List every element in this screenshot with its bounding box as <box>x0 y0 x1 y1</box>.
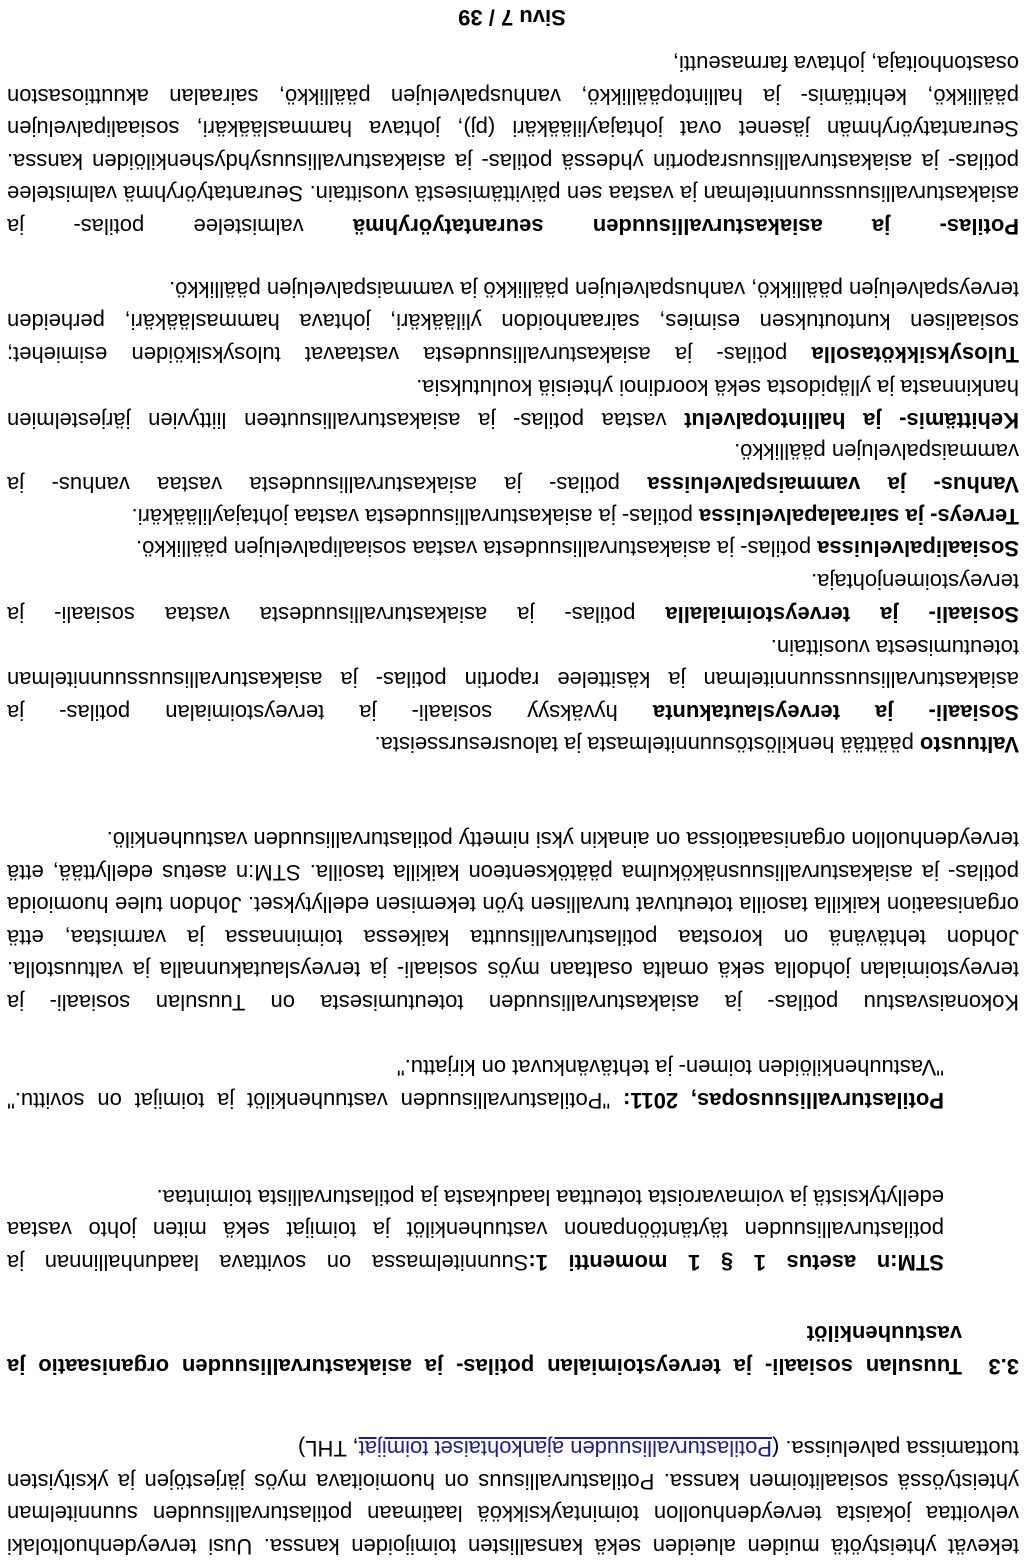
responsible-body: Sosiaali- ja terveystoimialalla <box>665 602 1019 627</box>
responsible-body: Potilas- ja asiakasturvallisuuden seurantatyöryhmä <box>352 214 1019 239</box>
responsible-body: Vanhus- ja vammaispalveluissa <box>647 472 1019 497</box>
regulation-text: Suunnitelmassa on sovittava laadunhallinnan ja potilasturvallisuuden täytäntöönpanon vastuuhenkilöt ja toimijat sekä miten johto vastaa edellytyksistä ja voimavaroista toteuttaa laadukasta ja potilasturvallista toimintaa. <box>7 1184 944 1275</box>
responsibility-paragraph <box>7 272 1019 370</box>
section-title: Tuusulan sosiaali- ja terveystoimialan potilas- ja asiakasturvallisuuden organisaatio ja vastuuhenkilöt <box>7 1321 962 1379</box>
responsibility-text: potilas- ja asiakasturvallisuudesta vastaa johtajaylilääkäri. <box>131 504 699 529</box>
responsible-body: Terveys- ja sairaalapalveluissa <box>698 504 1019 529</box>
responsibility-paragraph <box>7 565 1019 630</box>
responsibility-paragraph <box>7 727 1019 760</box>
responsible-body: Sosiaalipalveluissa <box>817 536 1019 561</box>
responsibility-text: potilas- ja asiakasturvallisuudesta vastaa vanhus- ja vammaispalvelujen päällikkö. <box>7 439 1019 497</box>
page-number <box>0 0 1024 33</box>
responsibility-text: potilas- ja asiakasturvallisuudesta vastaavat tulosyksiköiden esimiehet; sosiaalisen kuntoutuksen esimies, sairaanhoidon ylilääkäri, johtava hammaslääkäri, perheiden terveyspalvelujen päällikkö, vanhuspalvelujen päällikkö ja vammaispalvelujen päällikkö. <box>7 276 1019 367</box>
responsibility-paragraph <box>7 499 1019 532</box>
intro-paragraph <box>7 1432 1019 1562</box>
responsibility-paragraph <box>7 531 1019 564</box>
section-number: 3.3 <box>988 1354 1019 1379</box>
responsibility-text: hyväksyy sosiaali- ja terveystoimialan potilas- ja asiakasturvallisuussuunnitelman ja käsittelee raportin potilas- ja asiakasturvallisuussuunnitelman toteutumisesta vuosittain. <box>6 634 1019 725</box>
responsibility-paragraph <box>7 46 1019 242</box>
overall-responsibility-paragraph <box>7 822 1019 1018</box>
regulation-quote <box>7 1180 944 1278</box>
responsible-body: Sosiaali- ja terveyslautakunta <box>652 700 1019 725</box>
intro-text-end: , THL) <box>297 1436 359 1462</box>
regulation-ref: STM:n asetus 1 § 1 momentti 1: <box>528 1250 944 1275</box>
responsibility-paragraph <box>7 630 1019 728</box>
guide-quote <box>7 1051 944 1116</box>
intro-text: tekevät yhteistyötä muiden alueiden sekä kansallisten toimijoiden kanssa. Uusi terveydenhuoltolaki velvoittaa jokaista terveydenhuollon toimintayksikköä laatimaan potilasturvallisuuden suunnitelman yhteistyössä sosiaalitoimen kanssa. Potilasturvallisuus on huomioitava myös järjestöjen ja yksityisten tuottamissa palveluissa. ( <box>7 1436 1019 1559</box>
responsibility-text: valmistelee potilas- ja asiakasturvallisuussuunnitelman ja vastaa sen päivittämisestä vuosittain. Seurantatyöryhmä valmistelee potilas- ja asiakasturvallisuusraportin yhdessä potilas- ja asiakasturvallisuusyhdyshenkilöiden kanssa. Seurantatyöryhmän jäsenet ovat johtajaylilääkäri (pj), johtava hammaslääkäri, sosiaalipalvelujen päällikkö, kehittämis- ja hallintopäällikkö, vanhuspalvelujen päällikkö, sairaalan akuuttiosaston osastonhoitaja, johtava farmaseutti, <box>7 51 1019 239</box>
responsible-body: Kehittämis- ja hallintopalvelut <box>684 408 1019 433</box>
responsibility-text: potilas- ja asiakasturvallisuudesta vastaa sosiaalipalvelujen päällikkö. <box>136 536 818 561</box>
responsibility-paragraph <box>7 435 1019 500</box>
responsibility-text: päättää henkilöstösuunnitelmasta ja talousresursseista. <box>374 732 920 757</box>
page-label: Sivu 7 / 39 <box>458 4 566 30</box>
responsibility-text: potilas- ja asiakasturvallisuudesta vastaa sosiaali- ja terveystoimenjohtaja. <box>6 569 1019 627</box>
responsible-body: Tulosyksikkötasolla <box>811 342 1019 367</box>
thl-link[interactable]: Potilasturvallisuuden ajankohtaiset toimijat <box>358 1436 772 1462</box>
responsible-body: Valtuusto <box>919 732 1019 757</box>
guide-text: "Potilasturvallisuuden vastuuhenkilöt ja toimijat on sovittu." "Vastuuhenkilöiden toimen- ja tehtävänkuvat on kirjattu." <box>7 1055 944 1113</box>
paragraph-text: Kokonaisvastuu potilas- ja asiakasturvallisuuden toteutumisesta on Tuusulan sosiaali- ja terveystoimialan johdolla sekä omalta osaltaan myös sosiaali- ja terveyslautakunnalla ja valtuustolla. Johdon tehtävänä on korostaa potilasturvallisuutta kaikessa toiminnassa ja varmistaa, että organisaation kaikilla tasoilla toteutuvat turvallisen työn tekemisen edellytykset. Johdon tulee huomioida potilas- ja asiakasturvallisuusnäkökulma päätöksenteon kaikilla tasoilla. STM:n asetus edellyttää, että terveydenhuollon organisaatioissa on ainakin yksi nimetty potilasturvallisuuden vastuuhenkilö. <box>7 827 1019 1015</box>
guide-ref: Potilasturvallisuusopas, 2011: <box>623 1088 944 1113</box>
responsibility-paragraph <box>7 371 1019 436</box>
section-heading <box>0 1312 1024 1382</box>
responsibility-text: vastaa potilas- ja asiakasturvallisuuteen liittyvien järjestelmien hankinnasta ja ylläpidosta sekä koordinoi yhteisiä koulutuksia. <box>7 375 1019 433</box>
